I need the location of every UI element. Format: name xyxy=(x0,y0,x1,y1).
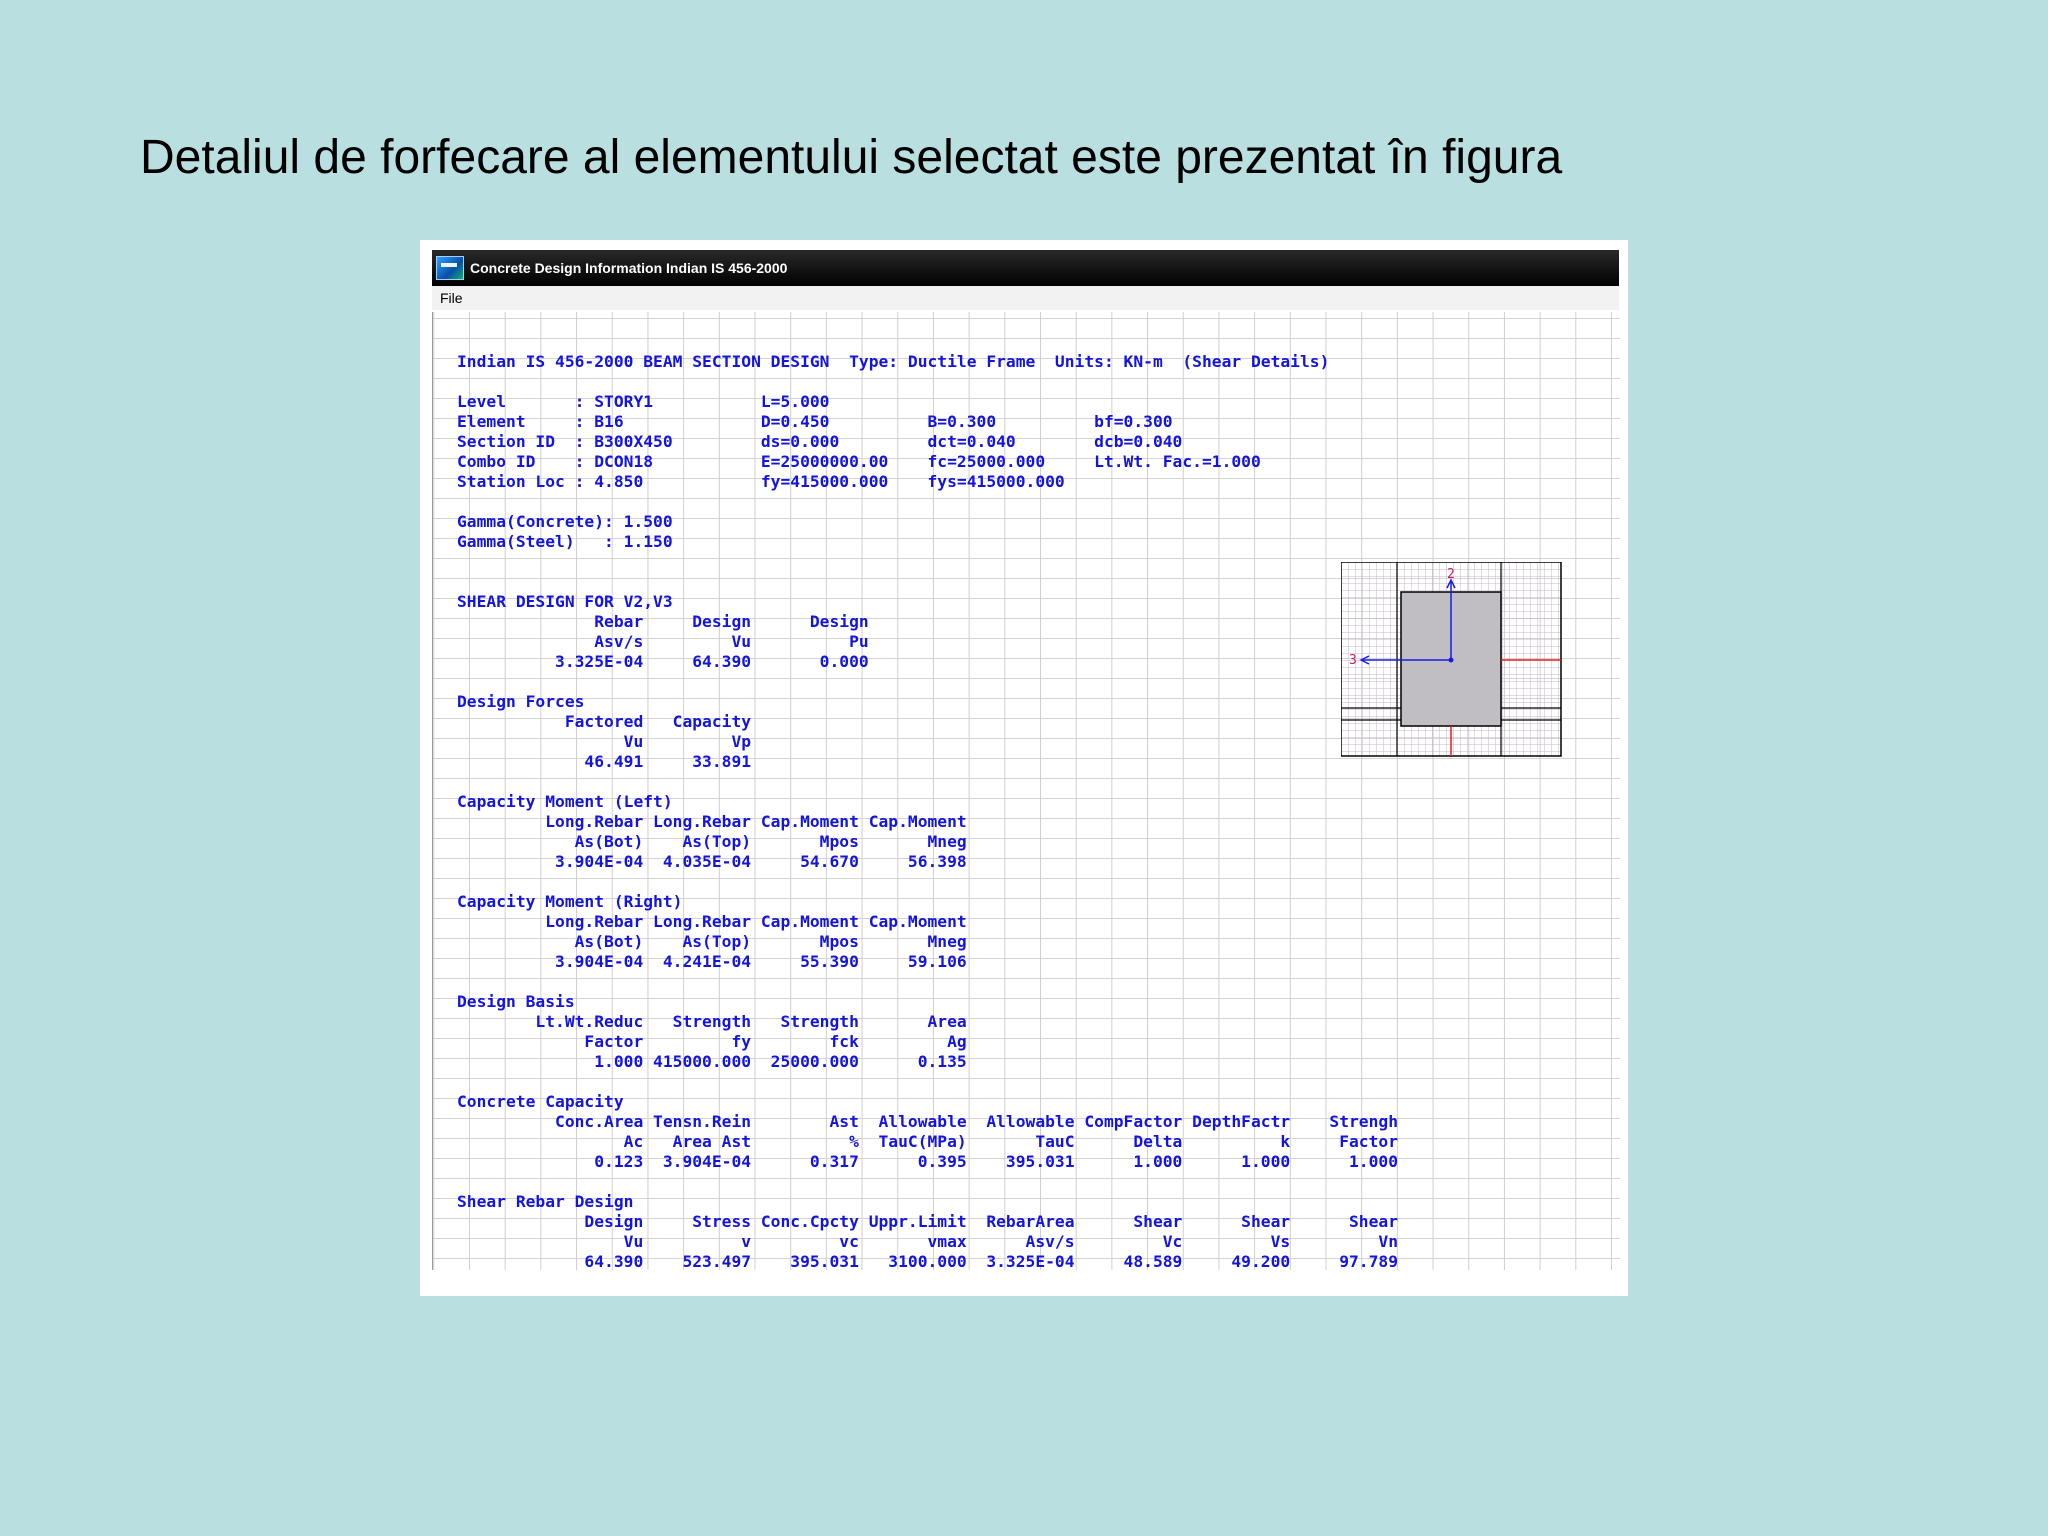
window-title: Concrete Design Information Indian IS 456-2000 xyxy=(470,260,788,276)
report-line: As(Bot) As(Top) Mpos Mneg xyxy=(457,832,967,851)
menubar xyxy=(432,286,1619,310)
report-line: Vu v vc vmax Asv/s Vc Vs Vn xyxy=(457,1232,1399,1251)
axis-2-label: 2 xyxy=(1447,567,1455,582)
report-line: Capacity Moment (Right) xyxy=(457,892,683,911)
report-line: Indian IS 456-2000 BEAM SECTION DESIGN Type: Ductile Frame Units: KN-m (Shear Details) xyxy=(457,352,1330,371)
app-icon xyxy=(436,256,464,280)
report-line: Gamma(Steel) : 1.150 xyxy=(457,532,673,551)
report-line: Shear Rebar Design xyxy=(457,1192,634,1211)
report-line: Section ID : B300X450 ds=0.000 dct=0.040 dcb=0.040 xyxy=(457,432,1183,451)
report-grid[interactable] xyxy=(432,312,1620,1270)
report-line: As(Bot) As(Top) Mpos Mneg xyxy=(457,932,967,951)
report-line: 0.123 3.904E-04 0.317 0.395 395.031 1.000 1.000 1.000 xyxy=(457,1152,1399,1171)
axis-3-label: 3 xyxy=(1349,653,1357,668)
report-line: Factor fy fck Ag xyxy=(457,1032,967,1051)
report-line: 3.325E-04 64.390 0.000 xyxy=(457,652,869,671)
report-line: 3.904E-04 4.241E-04 55.390 59.106 xyxy=(457,952,967,971)
report-line: Design Basis xyxy=(457,992,575,1011)
report-line: 46.491 33.891 xyxy=(457,752,752,771)
menu-file[interactable]: File xyxy=(440,290,463,306)
window-titlebar[interactable] xyxy=(432,250,1619,286)
slide-title: Detaliul de forfecare al elementului selectat este prezentat în figura xyxy=(140,131,1563,184)
concrete-design-window xyxy=(432,250,1619,1272)
report-line: Capacity Moment (Left) xyxy=(457,792,673,811)
report-line: Factored Capacity xyxy=(457,712,752,731)
report-line: Asv/s Vu Pu xyxy=(457,632,869,651)
report-line: Long.Rebar Long.Rebar Cap.Moment Cap.Moment xyxy=(457,912,967,931)
report-line: Vu Vp xyxy=(457,732,752,751)
report-line: Gamma(Concrete): 1.500 xyxy=(457,512,673,531)
report-line: Design Stress Conc.Cpcty Uppr.Limit RebarArea Shear Shear Shear xyxy=(457,1212,1399,1231)
report-line: Design Forces xyxy=(457,692,585,711)
report-line: SHEAR DESIGN FOR V2,V3 xyxy=(457,592,673,611)
report-line: Concrete Capacity xyxy=(457,1092,624,1111)
section-diagram xyxy=(1341,562,1563,758)
report-line: 1.000 415000.000 25000.000 0.135 xyxy=(457,1052,967,1071)
report-line: Combo ID : DCON18 E=25000000.00 fc=25000.000 Lt.Wt. Fac.=1.000 xyxy=(457,452,1261,471)
report-line: Station Loc : 4.850 fy=415000.000 fys=415000.000 xyxy=(457,472,1065,491)
report-line: Conc.Area Tensn.Rein Ast Allowable Allowable CompFactor DepthFactr Strengh xyxy=(457,1112,1399,1131)
report-line: 3.904E-04 4.035E-04 54.670 56.398 xyxy=(457,852,967,871)
report-line: Rebar Design Design xyxy=(457,612,869,631)
report-line: Element : B16 D=0.450 B=0.300 bf=0.300 xyxy=(457,412,1173,431)
report-line: Ac Area Ast % TauC(MPa) TauC Delta k Factor xyxy=(457,1132,1399,1151)
report-line: 64.390 523.497 395.031 3100.000 3.325E-04 48.589 49.200 97.789 xyxy=(457,1252,1399,1271)
report-line: Lt.Wt.Reduc Strength Strength Area xyxy=(457,1012,967,1031)
report-line: Level : STORY1 L=5.000 xyxy=(457,392,830,411)
report-line: Long.Rebar Long.Rebar Cap.Moment Cap.Moment xyxy=(457,812,967,831)
